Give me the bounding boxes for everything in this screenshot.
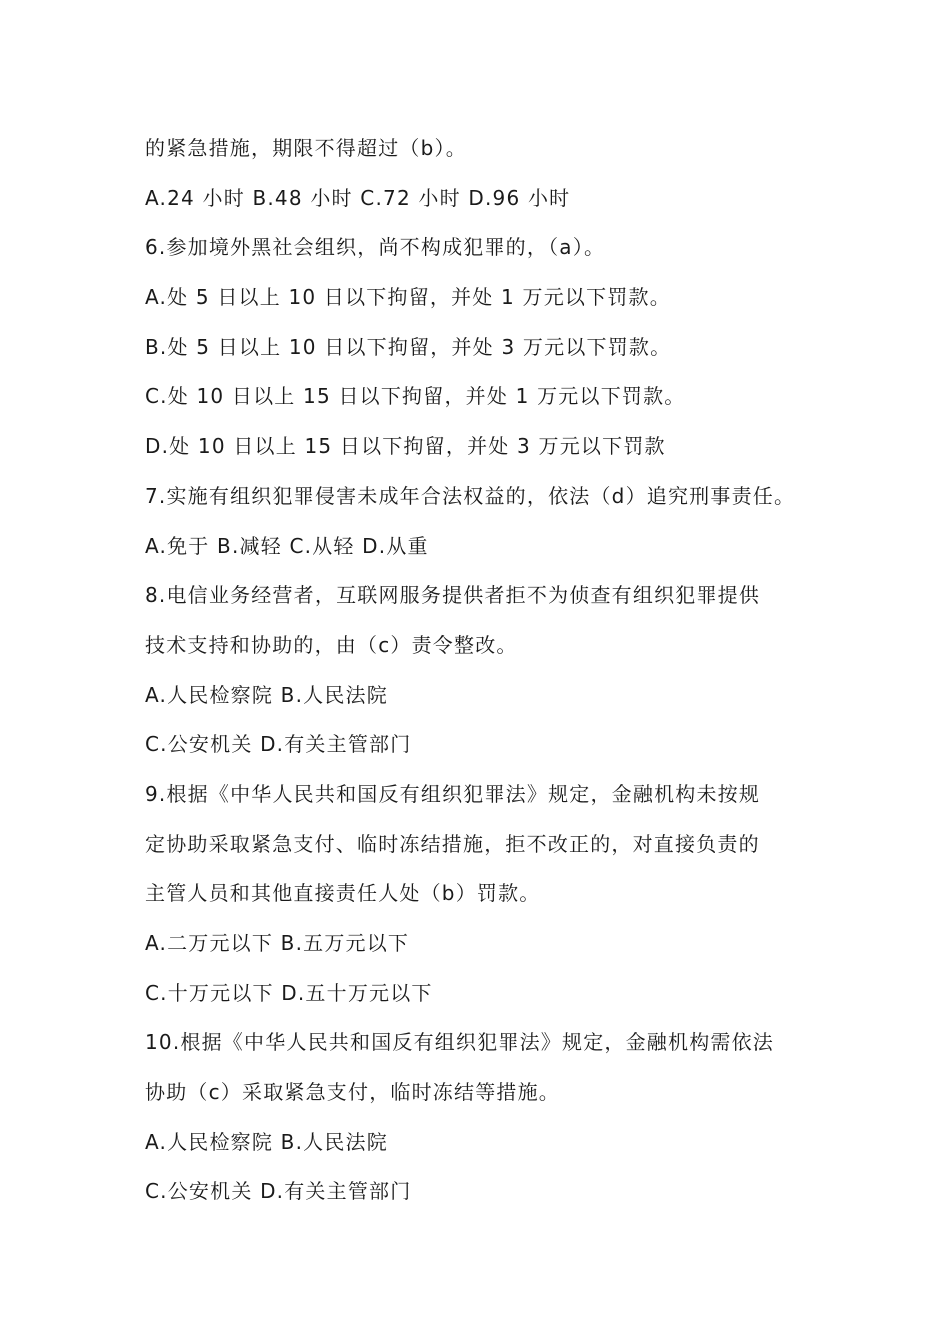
question-8-options-cd: C.公安机关 D.有关主管部门 (145, 732, 412, 757)
question-10-stem-line-1: 10.根据《中华人民共和国反有组织犯罪法》规定，金融机构需依法 (145, 1030, 775, 1055)
question-7-stem: 7.实施有组织犯罪侵害未成年合法权益的，依法（d）追究刑事责任。 (145, 483, 796, 508)
question-8-stem-line-1: 8.电信业务经营者，互联网服务提供者拒不为侦查有组织犯罪提供 (145, 583, 761, 608)
question-9-stem-line-3: 主管人员和其他直接责任人处（b）罚款。 (145, 881, 541, 906)
question-9-options-ab: A.二万元以下 B.五万元以下 (145, 931, 410, 955)
question-6-option-b: B.处 5 日以上 10 日以下拘留，并处 3 万元以下罚款。 (145, 334, 672, 359)
question-9-stem-line-1: 9.根据《中华人民共和国反有组织犯罪法》规定，金融机构未按规 (145, 781, 761, 806)
question-9-options-cd: C.十万元以下 D.五十万元以下 (145, 980, 433, 1005)
question-6-stem: 6.参加境外黑社会组织，尚不构成犯罪的，（a）。 (145, 235, 606, 260)
question-6-option-c: C.处 10 日以上 15 日以下拘留，并处 1 万元以下罚款。 (145, 384, 686, 409)
question-6-option-d: D.处 10 日以上 15 日以下拘留，并处 3 万元以下罚款 (145, 434, 666, 459)
question-5-continuation: 的紧急措施，期限不得超过（b）。 (145, 136, 467, 160)
question-10-options-ab: A.人民检察院 B.人民法院 (145, 1129, 388, 1154)
question-10-stem-line-2: 协助（c）采取紧急支付，临时冻结等措施。 (145, 1080, 560, 1105)
question-5-options: A.24 小时 B.48 小时 C.72 小时 D.96 小时 (145, 185, 571, 210)
question-8-stem-line-2: 技术支持和协助的，由（c）责令整改。 (145, 632, 518, 657)
question-6-option-a: A.处 5 日以上 10 日以下拘留，并处 1 万元以下罚款。 (145, 285, 671, 310)
document-body (145, 124, 825, 1217)
question-7-options: A.免于 B.减轻 C.从轻 D.从重 (145, 533, 429, 558)
question-10-options-cd: C.公安机关 D.有关主管部门 (145, 1179, 412, 1204)
question-8-options-ab: A.人民检察院 B.人民法院 (145, 682, 388, 707)
question-9-stem-line-2: 定协助采取紧急支付、临时冻结措施，拒不改正的，对直接负责的 (145, 831, 760, 856)
